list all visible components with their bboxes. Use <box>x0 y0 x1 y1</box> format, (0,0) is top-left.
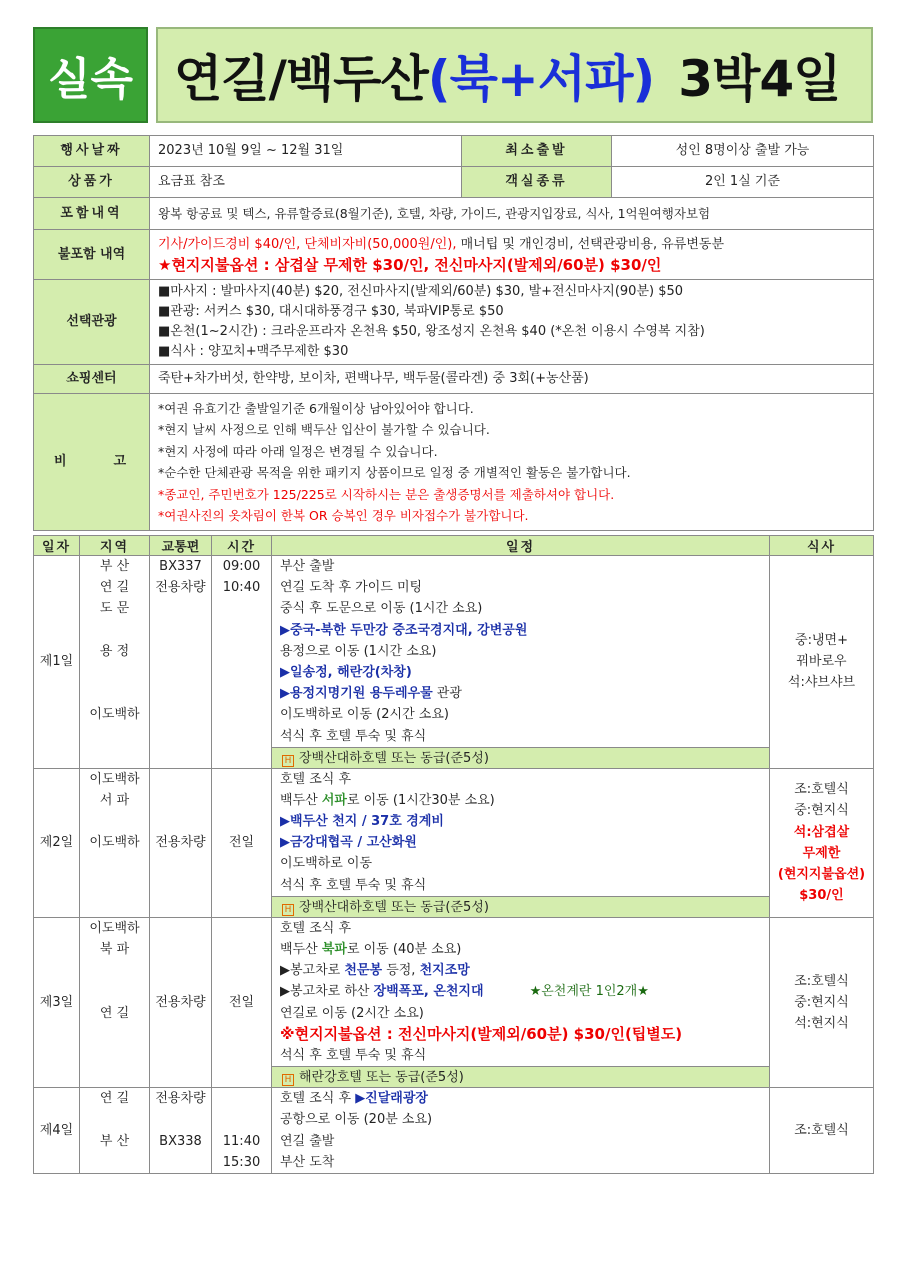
area-list: 이도백하 북 파 연 길 <box>80 917 150 1087</box>
option-item: ■식사 : 양꼬치+맥주무제한 $30 <box>158 344 349 359</box>
area-list: 연 길 부 산 <box>80 1088 150 1174</box>
remarks-list <box>150 394 874 531</box>
optional-tour-list <box>150 280 874 365</box>
transport: 전용차량 BX338 <box>150 1088 212 1174</box>
title-duration: 3박4일 <box>678 50 841 108</box>
remark-item: *순수한 단체관광 목적을 위한 패키지 상품이므로 일정 중 개별적인 활동은 불가합니다. <box>158 465 631 480</box>
time: 11:40 15:30 <box>212 1088 272 1174</box>
time: 전일 <box>212 917 272 1087</box>
room-type-value: 2인 1실 기준 <box>612 167 874 198</box>
schedule-row-day2 <box>34 768 874 917</box>
excluded-value <box>150 230 874 280</box>
remark-item: *종교인, 주민번호가 125/225로 시작하시는 분은 출생증명서를 제출하셔야 합니다. <box>158 486 615 502</box>
meal-info: 중:냉면+ 꿔바로우 석:샤브샤브 <box>770 556 874 769</box>
meal-info: 조:호텔식 중:현지식 석:현지식 <box>770 917 874 1087</box>
hotel-info: H 해란강호텔 또는 동급(준5성) <box>272 1066 769 1087</box>
travel-date-value: 2023년 10월 9일 ~ 12월 31일 <box>150 136 462 167</box>
min-departure-label: 최소출발 <box>462 136 612 167</box>
meal-info: 조:호텔식 <box>770 1088 874 1174</box>
itinerary: 호텔 조식 후 백두산 북파로 이동 (40분 소요) ▶봉고차로 천문봉 등정, 천지조망 ▶봉고차로 하산 장백폭포, 온천지대 ★온천계란 1인2개★ 연길로 이동 (2시간 소요) ※현지지불옵션 : 전신마사지(발제외/60분) $30/인(팁별도) 석식 후 호텔 투숙 및 휴식 H 해란강호텔 또는 동급(준5성) <box>272 917 770 1087</box>
schedule-table <box>33 535 874 1174</box>
option-item: ■온천(1~2시간) : 크라운프라자 온천욕 $50, 왕조성지 온천욕 $40 (*온천 이용시 수영복 지참) <box>158 324 705 339</box>
page-header <box>33 27 873 123</box>
hotel-info: H 장백산대하호텔 또는 동급(준5성) <box>272 747 769 768</box>
room-type-label: 객실종류 <box>462 167 612 198</box>
time: 전일 <box>212 768 272 917</box>
remark-item: *현지 날씨 사정으로 인해 백두산 입산이 불가할 수 있습니다. <box>158 422 490 437</box>
hotel-info: H 장백산대하호텔 또는 동급(준5성) <box>272 896 769 917</box>
excluded-other: 매너팁 및 개인경비, 선택관광비용, 유류변동분 <box>456 236 725 252</box>
area-list: 부 산 연 길 도 문 용 정 이도백하 <box>80 556 150 769</box>
option-item: ■관광: 서커스 $30, 대시대하풍경구 $30, 북파VIP통로 $50 <box>158 304 504 319</box>
day-label: 제2일 <box>34 768 80 917</box>
price-value: 요금표 참조 <box>150 167 462 198</box>
local-option-massage: ※현지지불옵션 : 전신마사지(발제외/60분) $30/인(팁별도) <box>280 1024 683 1043</box>
remark-item: *현지 사정에 따라 아래 일정은 변경될 수 있습니다. <box>158 443 438 459</box>
local-option-note: ★현지지불옵션 : 삼겹살 무제한 $30/인, 전신마사지(발제외/60분) $30/인 <box>158 255 662 274</box>
remark-item: *여권사진의 옷차림이 한복 OR 승복인 경우 비자접수가 불가합니다. <box>158 508 529 523</box>
meal-info: 조:호텔식 중:현지식 석:삼겹살 무제한 (현지지불옵션) $30/인 <box>770 768 874 917</box>
col-itinerary: 일정 <box>272 536 770 556</box>
info-table <box>33 135 874 531</box>
day-label: 제4일 <box>34 1088 80 1174</box>
transport: 전용차량 <box>150 917 212 1087</box>
title-destination: 연길/백두산 <box>174 50 428 108</box>
egg-note: ★온천계란 1인2개★ <box>529 984 649 1000</box>
hotel-icon: H <box>282 1074 294 1086</box>
transport: 전용차량 <box>150 768 212 917</box>
itinerary: 호텔 조식 후 ▶진달래광장 공항으로 이동 (20분 소요) 연길 출발 부산 도착 <box>272 1088 770 1174</box>
included-label: 포함내역 <box>34 198 150 230</box>
schedule-row-day1 <box>34 556 874 769</box>
title-route: (북+서파) <box>427 50 655 108</box>
schedule-row-day4 <box>34 1088 874 1174</box>
remark-item: *여권 유효기간 출발일기준 6개월이상 남아있어야 합니다. <box>158 400 474 416</box>
category-badge: 실속 <box>33 27 148 123</box>
shopping-label: 쇼핑센터 <box>34 365 150 394</box>
price-label: 상품가 <box>34 167 150 198</box>
hotel-icon: H <box>282 755 294 767</box>
option-item: ■마사지 : 발마사지(40분) $20, 전신마사지(발제외/60분) $30, 발+전신마사지(90분) $50 <box>158 284 684 299</box>
itinerary: 부산 출발 연길 도착 후 가이드 미팅 중식 후 도문으로 이동 (1시간 소요) ▶중국-북한 두만강 중조국경지대, 강변공원 용정으로 이동 (1시간 소요) ▶일송정, 해란강(차창) ▶용정지명기원 용두레우물 관광 이도백하로 이동 (2시간 소요) 석식 후 호텔 투숙 및 휴식 H 장백산대하호텔 또는 동급(준5성) <box>272 556 770 769</box>
page-title <box>156 27 873 123</box>
col-transport: 교통편 <box>150 536 212 556</box>
hotel-icon: H <box>282 904 294 916</box>
min-departure-value: 성인 8명이상 출발 가능 <box>612 136 874 167</box>
schedule-row-day3 <box>34 917 874 1087</box>
transport: BX337 전용차량 <box>150 556 212 769</box>
itinerary: 호텔 조식 후 백두산 서파로 이동 (1시간30분 소요) ▶백두산 천지 / 37호 경계비 ▶금강대협곡 / 고산화원 이도백하로 이동 석식 후 호텔 투숙 및 휴식 H 장백산대하호텔 또는 동급(준5성) <box>272 768 770 917</box>
shopping-value: 죽탄+차가버섯, 한약방, 보이차, 편백나무, 백두물(콜라겐) 중 3회(+농산품) <box>150 365 874 394</box>
remarks-label: 비 고 <box>34 394 150 531</box>
col-meal: 식사 <box>770 536 874 556</box>
excluded-fees: 기사/가이드경비 $40/인, 단체비자비(50,000원/인), <box>158 236 457 252</box>
col-time: 시간 <box>212 536 272 556</box>
col-day: 일자 <box>34 536 80 556</box>
area-list: 이도백하 서 파 이도백하 <box>80 768 150 917</box>
excluded-label: 불포함 내역 <box>34 230 150 280</box>
day-label: 제3일 <box>34 917 80 1087</box>
travel-date-label: 행사날짜 <box>34 136 150 167</box>
day-label: 제1일 <box>34 556 80 769</box>
col-area: 지역 <box>80 536 150 556</box>
included-value: 왕복 항공료 및 텍스, 유류할증료(8월기준), 호텔, 차량, 가이드, 관광지입장료, 식사, 1억원여행자보험 <box>150 198 874 230</box>
optional-tour-label: 선택관광 <box>34 280 150 365</box>
time: 09:00 10:40 <box>212 556 272 769</box>
